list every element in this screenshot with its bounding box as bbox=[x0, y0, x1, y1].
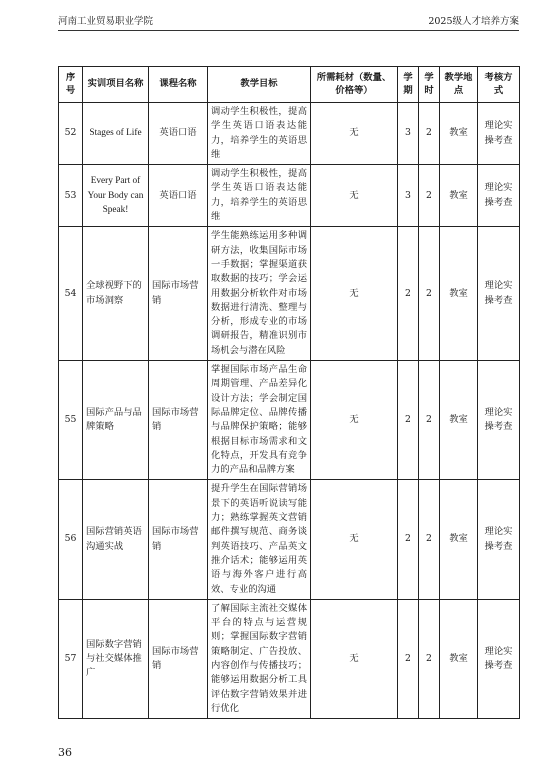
cell-assessment: 理论实操考查 bbox=[478, 165, 520, 227]
cell-objective: 掌握国际市场产品生命周期管理、产品差异化设计方法；学会制定国际品牌定位、品牌传播与品牌保护策略；能够根据目标市场需求和文化特点，开发具有竞争力的产品和品牌方案 bbox=[208, 361, 311, 480]
cell-term: 3 bbox=[398, 103, 419, 165]
cell-no: 52 bbox=[59, 103, 83, 165]
cell-location: 教室 bbox=[440, 103, 478, 165]
col-header-course: 课程名称 bbox=[149, 67, 208, 103]
training-projects-table bbox=[58, 66, 520, 719]
cell-project: 国际数字营销与社交媒体推广 bbox=[83, 599, 149, 718]
table-row bbox=[59, 103, 520, 165]
cell-assessment: 理论实操考查 bbox=[478, 480, 520, 599]
cell-materials: 无 bbox=[311, 361, 398, 480]
cell-no: 57 bbox=[59, 599, 83, 718]
cell-hours: 2 bbox=[419, 165, 440, 227]
col-header-project: 实训项目名称 bbox=[83, 67, 149, 103]
header-divider bbox=[58, 30, 519, 31]
col-header-location: 教学地点 bbox=[440, 67, 478, 103]
col-header-materials: 所需耗材（数量、价格等） bbox=[311, 67, 398, 103]
cell-term: 2 bbox=[398, 361, 419, 480]
cell-term: 2 bbox=[398, 227, 419, 361]
cell-course: 国际市场营销 bbox=[149, 599, 208, 718]
table-row bbox=[59, 227, 520, 361]
cell-objective: 了解国际主流社交媒体平台的特点与运营规则；掌握国际数字营销策略制定、广告投放、内容创作与传播技巧；能够运用数据分析工具评估数字营销效果并进行优化 bbox=[208, 599, 311, 718]
cell-project: Every Part of Your Body can Speak! bbox=[83, 165, 149, 227]
cell-location: 教室 bbox=[440, 361, 478, 480]
cell-objective: 学生能熟练运用多种调研方法，收集国际市场一手数据；掌握渠道获取数据的技巧；学会运用数据分析软件对市场数据进行清洗、整理与分析，形成专业的市场调研报告，精准识别市场机会与潜在风险 bbox=[208, 227, 311, 361]
cell-assessment: 理论实操考查 bbox=[478, 599, 520, 718]
page-header bbox=[58, 13, 519, 27]
cell-assessment: 理论实操考查 bbox=[478, 103, 520, 165]
cell-no: 53 bbox=[59, 165, 83, 227]
page-number: 36 bbox=[58, 746, 72, 759]
col-header-objective: 教学目标 bbox=[208, 67, 311, 103]
cell-location: 教室 bbox=[440, 599, 478, 718]
cell-project: 国际营销英语沟通实战 bbox=[83, 480, 149, 599]
cell-course: 国际市场营销 bbox=[149, 361, 208, 480]
cell-objective: 调动学生积极性，提高学生英语口语表达能力，培养学生的英语思维 bbox=[208, 103, 311, 165]
table-header-row bbox=[59, 67, 520, 103]
cell-materials: 无 bbox=[311, 480, 398, 599]
cell-objective: 调动学生积极性，提高学生英语口语表达能力，培养学生的英语思维 bbox=[208, 165, 311, 227]
table-row bbox=[59, 599, 520, 718]
cell-term: 2 bbox=[398, 599, 419, 718]
cell-hours: 2 bbox=[419, 227, 440, 361]
cell-location: 教室 bbox=[440, 165, 478, 227]
cell-course: 国际市场营销 bbox=[149, 227, 208, 361]
cell-term: 3 bbox=[398, 165, 419, 227]
col-header-assessment: 考核方式 bbox=[478, 67, 520, 103]
cell-hours: 2 bbox=[419, 599, 440, 718]
cell-course: 英语口语 bbox=[149, 165, 208, 227]
cell-materials: 无 bbox=[311, 227, 398, 361]
cell-materials: 无 bbox=[311, 599, 398, 718]
cell-location: 教室 bbox=[440, 227, 478, 361]
cell-materials: 无 bbox=[311, 103, 398, 165]
cell-no: 55 bbox=[59, 361, 83, 480]
table-row bbox=[59, 165, 520, 227]
cell-assessment: 理论实操考查 bbox=[478, 227, 520, 361]
cell-hours: 2 bbox=[419, 361, 440, 480]
cell-materials: 无 bbox=[311, 165, 398, 227]
cell-course: 国际市场营销 bbox=[149, 480, 208, 599]
cell-term: 2 bbox=[398, 480, 419, 599]
cell-assessment: 理论实操考查 bbox=[478, 361, 520, 480]
cell-no: 54 bbox=[59, 227, 83, 361]
cell-objective: 提升学生在国际营销场景下的英语听说读写能力；熟练掌握英文营销邮件撰写规范、商务谈判英语技巧、产品英文推介话术；能够运用英语与海外客户进行高效、专业的沟通 bbox=[208, 480, 311, 599]
table-row bbox=[59, 480, 520, 599]
cell-project: Stages of Life bbox=[83, 103, 149, 165]
col-header-no: 序号 bbox=[59, 67, 83, 103]
col-header-hours: 学时 bbox=[419, 67, 440, 103]
cell-hours: 2 bbox=[419, 480, 440, 599]
cell-no: 56 bbox=[59, 480, 83, 599]
header-document-title: 2025级人才培养方案 bbox=[428, 16, 519, 27]
header-school-name: 河南工业贸易职业学院 bbox=[58, 16, 154, 27]
cell-location: 教室 bbox=[440, 480, 478, 599]
cell-course: 英语口语 bbox=[149, 103, 208, 165]
cell-project: 国际产品与品牌策略 bbox=[83, 361, 149, 480]
cell-hours: 2 bbox=[419, 103, 440, 165]
cell-project: 全球视野下的市场洞察 bbox=[83, 227, 149, 361]
col-header-term: 学期 bbox=[398, 67, 419, 103]
table-row bbox=[59, 361, 520, 480]
